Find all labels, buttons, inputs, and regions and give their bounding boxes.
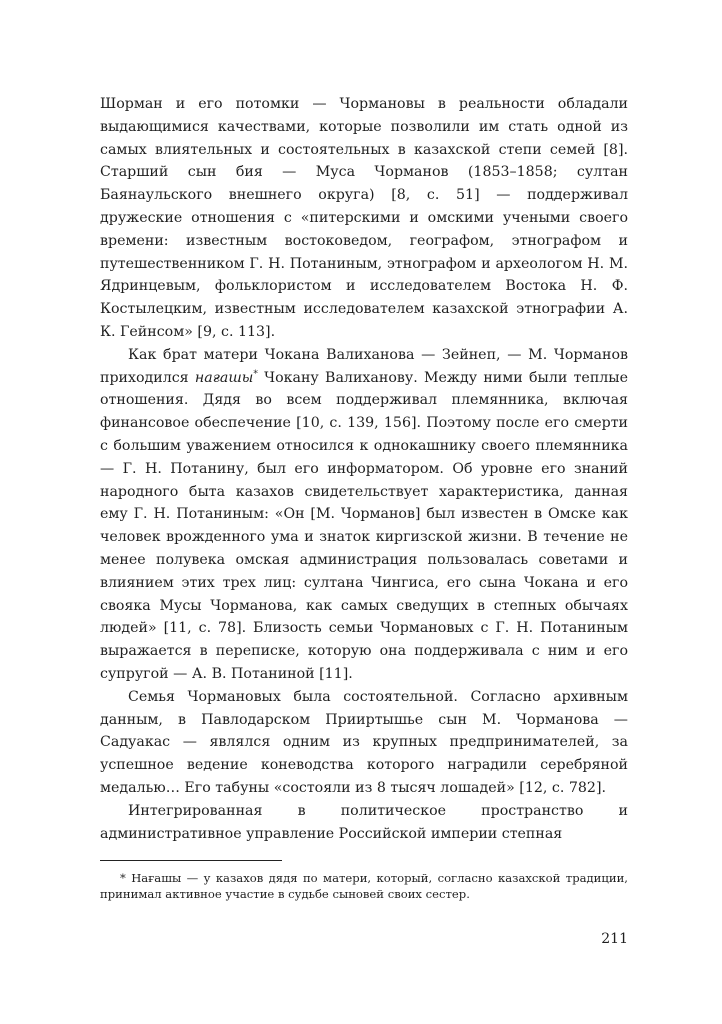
paragraph-2-rest: Чокану Валиханову. Между ними были теплые отношения. Дядя во всем поддерживал племянника, включая финансовое обеспечение [10, с. 139, 156]. Поэтому после его смерти с большим уважением относился к однокашнику своего племянника — Г. Н. Потанину, был его информатором. Об уровне его знаний народного быта казахов свидетельствует характеристика, данная ему Г. Н. Потаниным: «Он [М. Чорманов] был известен в Омске как человек врожденного ума и знаток киргизской жизни. В течение не менее полувека омская администрация пользовалась советами и влиянием этих трех лиц: султана Чингиса, его сына Чокана и его свояка Мусы Чорманова, как самых сведущих в степных обычаях людей» [11, с. 78]. Близость семьи Чормановых с Г. Н. Потаниным выражается в переписке, которую она поддерживала с ним и его супругой — А. В. Потаниной [11]. [100,369,628,682]
paragraph-2 [100,344,628,686]
body-text [100,93,628,845]
term-nagashy: нағашы [194,369,254,386]
footnote: * Нағашы — у казахов дядя по матери, который, согласно казахской традиции, принимал активное участие в судьбе сыновей своих сестер. [100,871,628,901]
footnote-divider [100,860,282,861]
paragraph-4: Интегрированная в политическое пространство и административное управление Российской империи степная [100,802,628,842]
footnote-marker: * [253,368,258,379]
page-number: 211 [601,931,628,947]
paragraph-1: Шорман и его потомки — Чормановы в реальности обладали выдающимися качествами, которые позволили им стать одной из самых влиятельных и состоятельных в казахской степи семей [8]. Старший сын бия — Муса Чорманов (1853–1858; султан Баянаульского внешнего округа) [8, с. 51] — поддерживал дружеские отношения с «питерскими и омскими учеными своего времени: известным востоковедом, географом, этнографом и путешественником Г. Н. Потаниным, этнографом и археологом Н. М. Ядринцевым, фольклористом и исследователем Востока Н. Ф. Костылецким, известным исследователем казахской этнографии А. К. Гейнсом» [9, с. 113]. [100,96,628,340]
paragraph-2-start: Как брат матери Чокана Валиханова — Зейнеп, — М. Чорманов приходился [100,346,628,386]
paragraph-3: Семья Чормановых была состоятельной. Согласно архивным данным, в Павлодарском Прииртышье сын М. Чорманова — Садуакас — являлся одним из крупных предпринимателей, за успешное ведение коневодства которого наградили серебряной медалью… Его табуны «состояли из 8 тысяч лошадей» [12, с. 782]. [100,688,628,796]
